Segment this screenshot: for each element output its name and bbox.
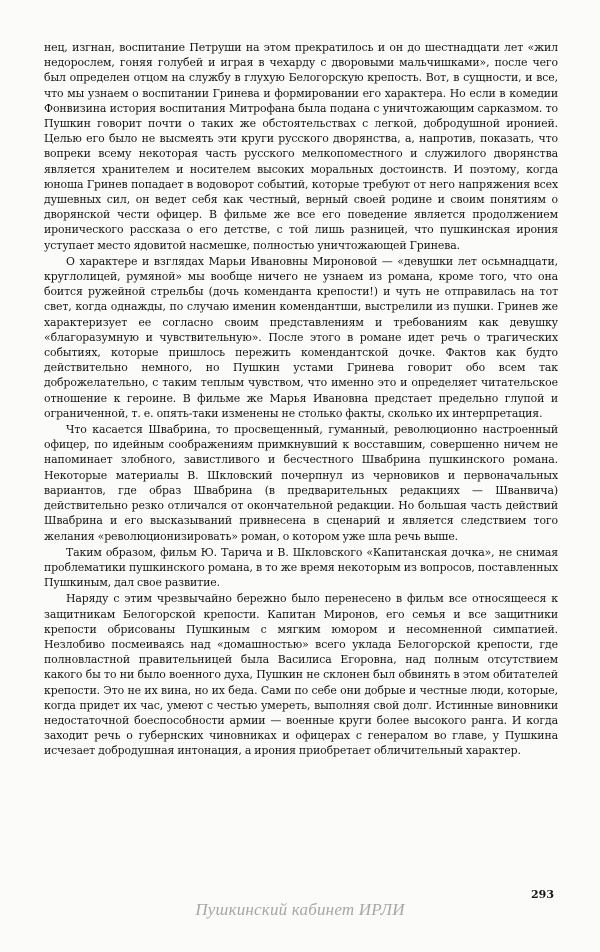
paragraph-5: Наряду с этим чрезвычайно бережно было перенесено в фильм все относящееся к защитникам Белогорской крепости. Капитан Миронов, его семья и все защитники крепости обрисованы Пушкиным с мягким юмором и несомненной симпатией. Незлобиво посмеиваясь над «домашностью» всего уклада Белогорской крепости, где полновластной правительницей была Василиса Егоровна, над полным отсутствием какого бы то ни было военного духа, Пушкин не склонен был обвинять в этом обитателей крепости. Это не их вина, но их беда. Сами по себе они добрые и честные люди, которые, когда придет их час, умеют с честью умереть, выполняя свой долг. Истинные виновники недостаточной боеспособности армии — военные круги более высокого ранга. И когда заходит речь о губернских чиновниках и офицерах с генералом во главе, у Пушкина исчезает добродушная интонация, а ирония приобретает обличительный характер. <box>44 592 558 758</box>
paragraph-4: Таким образом, фильм Ю. Тарича и В. Шкловского «Капитанская дочка», не снимая проблематики пушкинского романа, в то же время некоторым из вопросов, поставленных Пушкиным, дал свое развитие. <box>44 545 558 590</box>
paragraph-3: Что касается Швабрина, то просвещенный, гуманный, революционно настроенный офицер, по идейным соображениям примкнувший к восставшим, совершенно ничем не напоминает злобного, завистливого и бесчестного Швабрина пушкинского романа. Некоторые материалы В. Шкловский почерпнул из черновиков и первоначальных вариантов, где образ Швабрина (в предварительных редакциях — Шванвича) действительно резко отличался от окончательной редакции. Но большая часть действий Швабрина и его высказываний привнесена в сценарий и является следствием того желания «революционизировать» роман, о котором уже шла речь выше. <box>44 423 558 543</box>
paragraph-1: нец, изгнан, воспитание Петруши на этом прекратилось и он до шестнадцати лет «жил недорослем, гоняя голубей и играя в чехарду с дворовыми мальчишками», после чего был определен отцом на службу в глухую Белогорскую крепость. Вот, в сущности, и все, что мы узнаем о воспитании Гринева и формировании его характера. Но если в комедии Фонвизина история воспитания Митрофана была подана с уничтожающим сарказмом. то Пушкин говорит почти о таких же обстоятельствах с легкой, добродушной иронией. Целью его было не высмеять эти круги русского дворянства, а, напротив, показать, что вопреки всему некоторая часть русского мелкопоместного и служилого дворянства является хранителем и носителем высоких моральных достоинств. И поэтому, когда юноша Гринев попадает в водоворот событий, которые требуют от него напряжения всех душевных сил, он ведет себя как честный, верный своей родине и своим понятиям о дворянской чести офицер. В фильме же все его поведение является продолжением иронического рассказа о его детстве, с той лишь разницей, что пушкинская ирония уступает место ядовитой насмешке, полностью уничтожающей Гринева. <box>44 41 558 252</box>
paragraph-2: О характере и взглядах Марьи Ивановны Мироновой — «девушки лет осьмнадцати, круглолицей, румяной» мы вообще ничего не узнаем из романа, кроме того, что она боится ружейной стрельбы (дочь коменданта крепости!) и чуть не отправилась на тот свет, когда однажды, по случаю именин комендантши, выстрелили из пушки. Гринев же характеризует ее согласно своим представлениям и требованиям как девушку «благоразумную и чувствительную». После этого в романе идет речь о трагических событиях, которые пришлось пережить комендантской дочке. Фактов как будто действительно немного, но Пушкин устами Гринева говорит обо всем так доброжелательно, с таким теплым чувством, что именно это и определяет читательское отношение к героине. В фильме же Марья Ивановна предстает предельно глупой и ограниченной, т. е. опять-таки изменены не столько факты, сколько их интерпретация. <box>44 254 558 420</box>
page-number: 293 <box>531 888 554 901</box>
page-body <box>44 40 558 759</box>
library-watermark: Пушкинский кабинет ИРЛИ <box>195 900 405 919</box>
